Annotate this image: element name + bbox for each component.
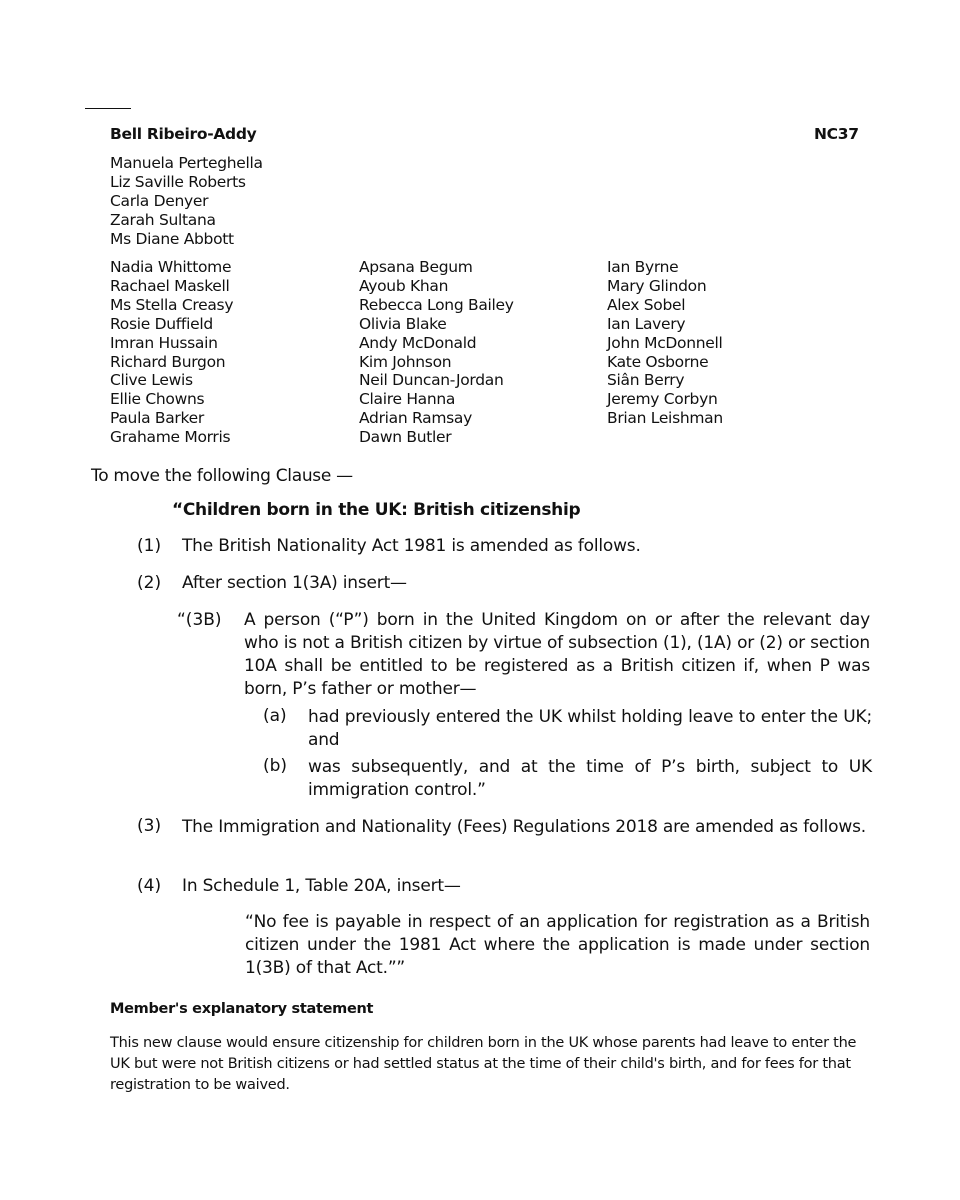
supporter-name: Paula Barker xyxy=(110,409,204,428)
paragraph-text: The Immigration and Nationality (Fees) Regulations 2018 are amended as follows. xyxy=(182,817,866,837)
supporter-name: Kim Johnson xyxy=(359,352,452,371)
subsection-number: “(3B) xyxy=(177,610,222,630)
supporter-name: Nadia Whittome xyxy=(110,258,232,276)
supporter-name: Andy McDonald xyxy=(359,333,477,352)
supporter-name: John McDonnell xyxy=(607,333,723,352)
supporter-name: Richard Burgon xyxy=(110,352,226,371)
amendment-number: NC37 xyxy=(814,125,859,143)
supporter-name: Liz Saville Roberts xyxy=(110,172,246,191)
supporters-column-3 xyxy=(607,258,723,428)
supporter-name: Neil Duncan-Jordan xyxy=(359,371,504,390)
item-number: (b) xyxy=(263,756,288,776)
supporter-name: Zarah Sultana xyxy=(110,210,216,229)
item-text: had previously entered the UK whilst holding leave to enter the UK; and xyxy=(308,707,872,750)
supporter-name: Ms Stella Creasy xyxy=(110,295,234,314)
supporter-name: Rachael Maskell xyxy=(110,276,230,295)
explanatory-heading: Member's explanatory statement xyxy=(110,1001,374,1017)
supporter-name: Ellie Chowns xyxy=(110,390,205,409)
supporters-column-1 xyxy=(110,258,233,447)
supporter-name: Kate Osborne xyxy=(607,352,709,371)
quoted-insert: “No fee is payable in respect of an application for registration as a British citizen under the 1981 Act where the application is made under section 1(3B) of that Act.”” xyxy=(245,912,870,978)
supporter-name: Clive Lewis xyxy=(110,371,193,390)
supporter-name: Dawn Butler xyxy=(359,428,452,447)
supporter-name: Brian Leishman xyxy=(607,409,723,428)
supporter-name: Ian Lavery xyxy=(607,314,686,333)
supporter-name: Ayoub Khan xyxy=(359,276,449,295)
top-rule xyxy=(85,108,131,109)
explanatory-text: This new clause would ensure citizenship for children born in the UK whose parents had leave to enter the UK but were not British citizens or had settled status at the time of their child's birth, and for fees for that registration to be waived. xyxy=(110,1035,857,1093)
supporter-name: Olivia Blake xyxy=(359,314,447,333)
supporter-name: Manuela Perteghella xyxy=(110,154,263,172)
supporters-column-2 xyxy=(359,258,514,447)
supporter-name: Jeremy Corbyn xyxy=(607,390,718,409)
paragraph-number: (1) xyxy=(137,536,162,556)
clause-intro: To move the following Clause — xyxy=(91,466,353,486)
supporter-name: Rebecca Long Bailey xyxy=(359,295,514,314)
item-text: was subsequently, and at the time of P’s birth, subject to UK immigration control.” xyxy=(308,757,872,800)
paragraph-text: In Schedule 1, Table 20A, insert— xyxy=(182,876,461,896)
clause-title: “Children born in the UK: British citizenship xyxy=(172,500,581,520)
paragraph-text: The British Nationality Act 1981 is amended as follows. xyxy=(182,536,641,556)
paragraph-number: (4) xyxy=(137,876,162,896)
supporter-name: Claire Hanna xyxy=(359,390,456,409)
supporter-name: Ian Byrne xyxy=(607,258,679,276)
lead-supporters xyxy=(110,154,263,249)
supporter-name: Apsana Begum xyxy=(359,258,473,276)
supporter-name: Grahame Morris xyxy=(110,428,231,447)
sponsor-name: Bell Ribeiro-Addy xyxy=(110,125,257,143)
item-number: (a) xyxy=(263,706,287,726)
subsection-text: A person (“P”) born in the United Kingdom on or after the relevant day who is not a British citizen by virtue of subsection (1), (1A) or (2) or section 10A shall be entitled to be registered as a British citizen if, when P was born, P’s father or mother— xyxy=(244,610,870,699)
supporter-name: Adrian Ramsay xyxy=(359,409,472,428)
supporter-name: Mary Glindon xyxy=(607,276,707,295)
paragraph-number: (3) xyxy=(137,816,162,836)
paragraph-number: (2) xyxy=(137,573,162,593)
supporter-name: Carla Denyer xyxy=(110,191,209,210)
supporter-name: Rosie Duffield xyxy=(110,314,213,333)
paragraph-text: After section 1(3A) insert— xyxy=(182,573,407,593)
supporter-name: Alex Sobel xyxy=(607,295,686,314)
supporter-name: Siân Berry xyxy=(607,371,685,390)
supporter-name: Imran Hussain xyxy=(110,333,218,352)
supporter-name: Ms Diane Abbott xyxy=(110,229,234,248)
